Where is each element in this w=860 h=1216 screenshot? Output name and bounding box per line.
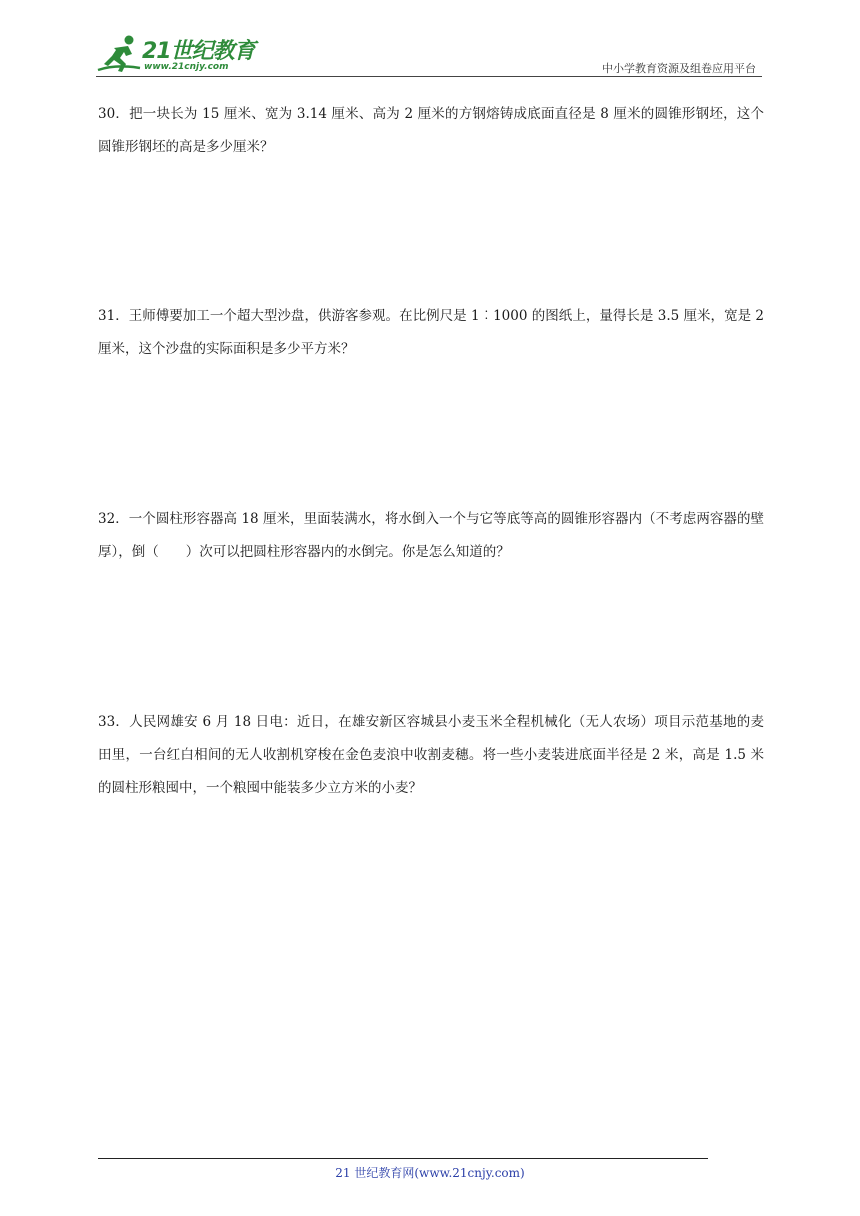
question-32: 32．一个圆柱形容器高 18 厘米，里面装满水，将水倒入一个与它等底等高的圆锥形容器内（不考虑两容器的壁厚），倒（ ）次可以把圆柱形容器内的水倒完。你是怎么知道的？ <box>98 511 764 560</box>
logo-title: 21世纪教育 <box>142 39 255 64</box>
page-header <box>0 0 860 80</box>
footer-divider <box>98 1158 708 1159</box>
site-tagline: 中小学教育资源及组卷应用平台 <box>602 62 756 75</box>
question-33: 33．人民网雄安 6 月 18 日电：近日，在雄安新区容城县小麦玉米全程机械化（无人农场）项目示范基地的麦田里，一台红白相间的无人收割机穿梭在金色麦浪中收割麦穗。将一些小麦装进底面半径是 2 米，高是 1.5 米的圆柱形粮囤中，一个粮囤中能装多少立方米的小麦？ <box>98 714 764 796</box>
runner-logo-icon <box>96 34 144 74</box>
question-31: 31．王师傅要加工一个超大型沙盘，供游客参观。在比例尺是 1︰1000 的图纸上，量得长是 3.5 厘米，宽是 2 厘米，这个沙盘的实际面积是多少平方米？ <box>98 308 764 357</box>
header-divider <box>96 76 762 77</box>
question-30: 30．把一块长为 15 厘米、宽为 3.14 厘米、高为 2 厘米的方钢熔铸成底面直径是 8 厘米的圆锥形钢坯，这个圆锥形钢坯的高是多少厘米？ <box>98 106 764 155</box>
footer-link[interactable]: 21 世纪教育网(www.21cnjy.com) <box>335 1166 525 1180</box>
logo-url: www.21cnjy.com <box>144 62 229 72</box>
site-logo[interactable] <box>96 34 256 78</box>
